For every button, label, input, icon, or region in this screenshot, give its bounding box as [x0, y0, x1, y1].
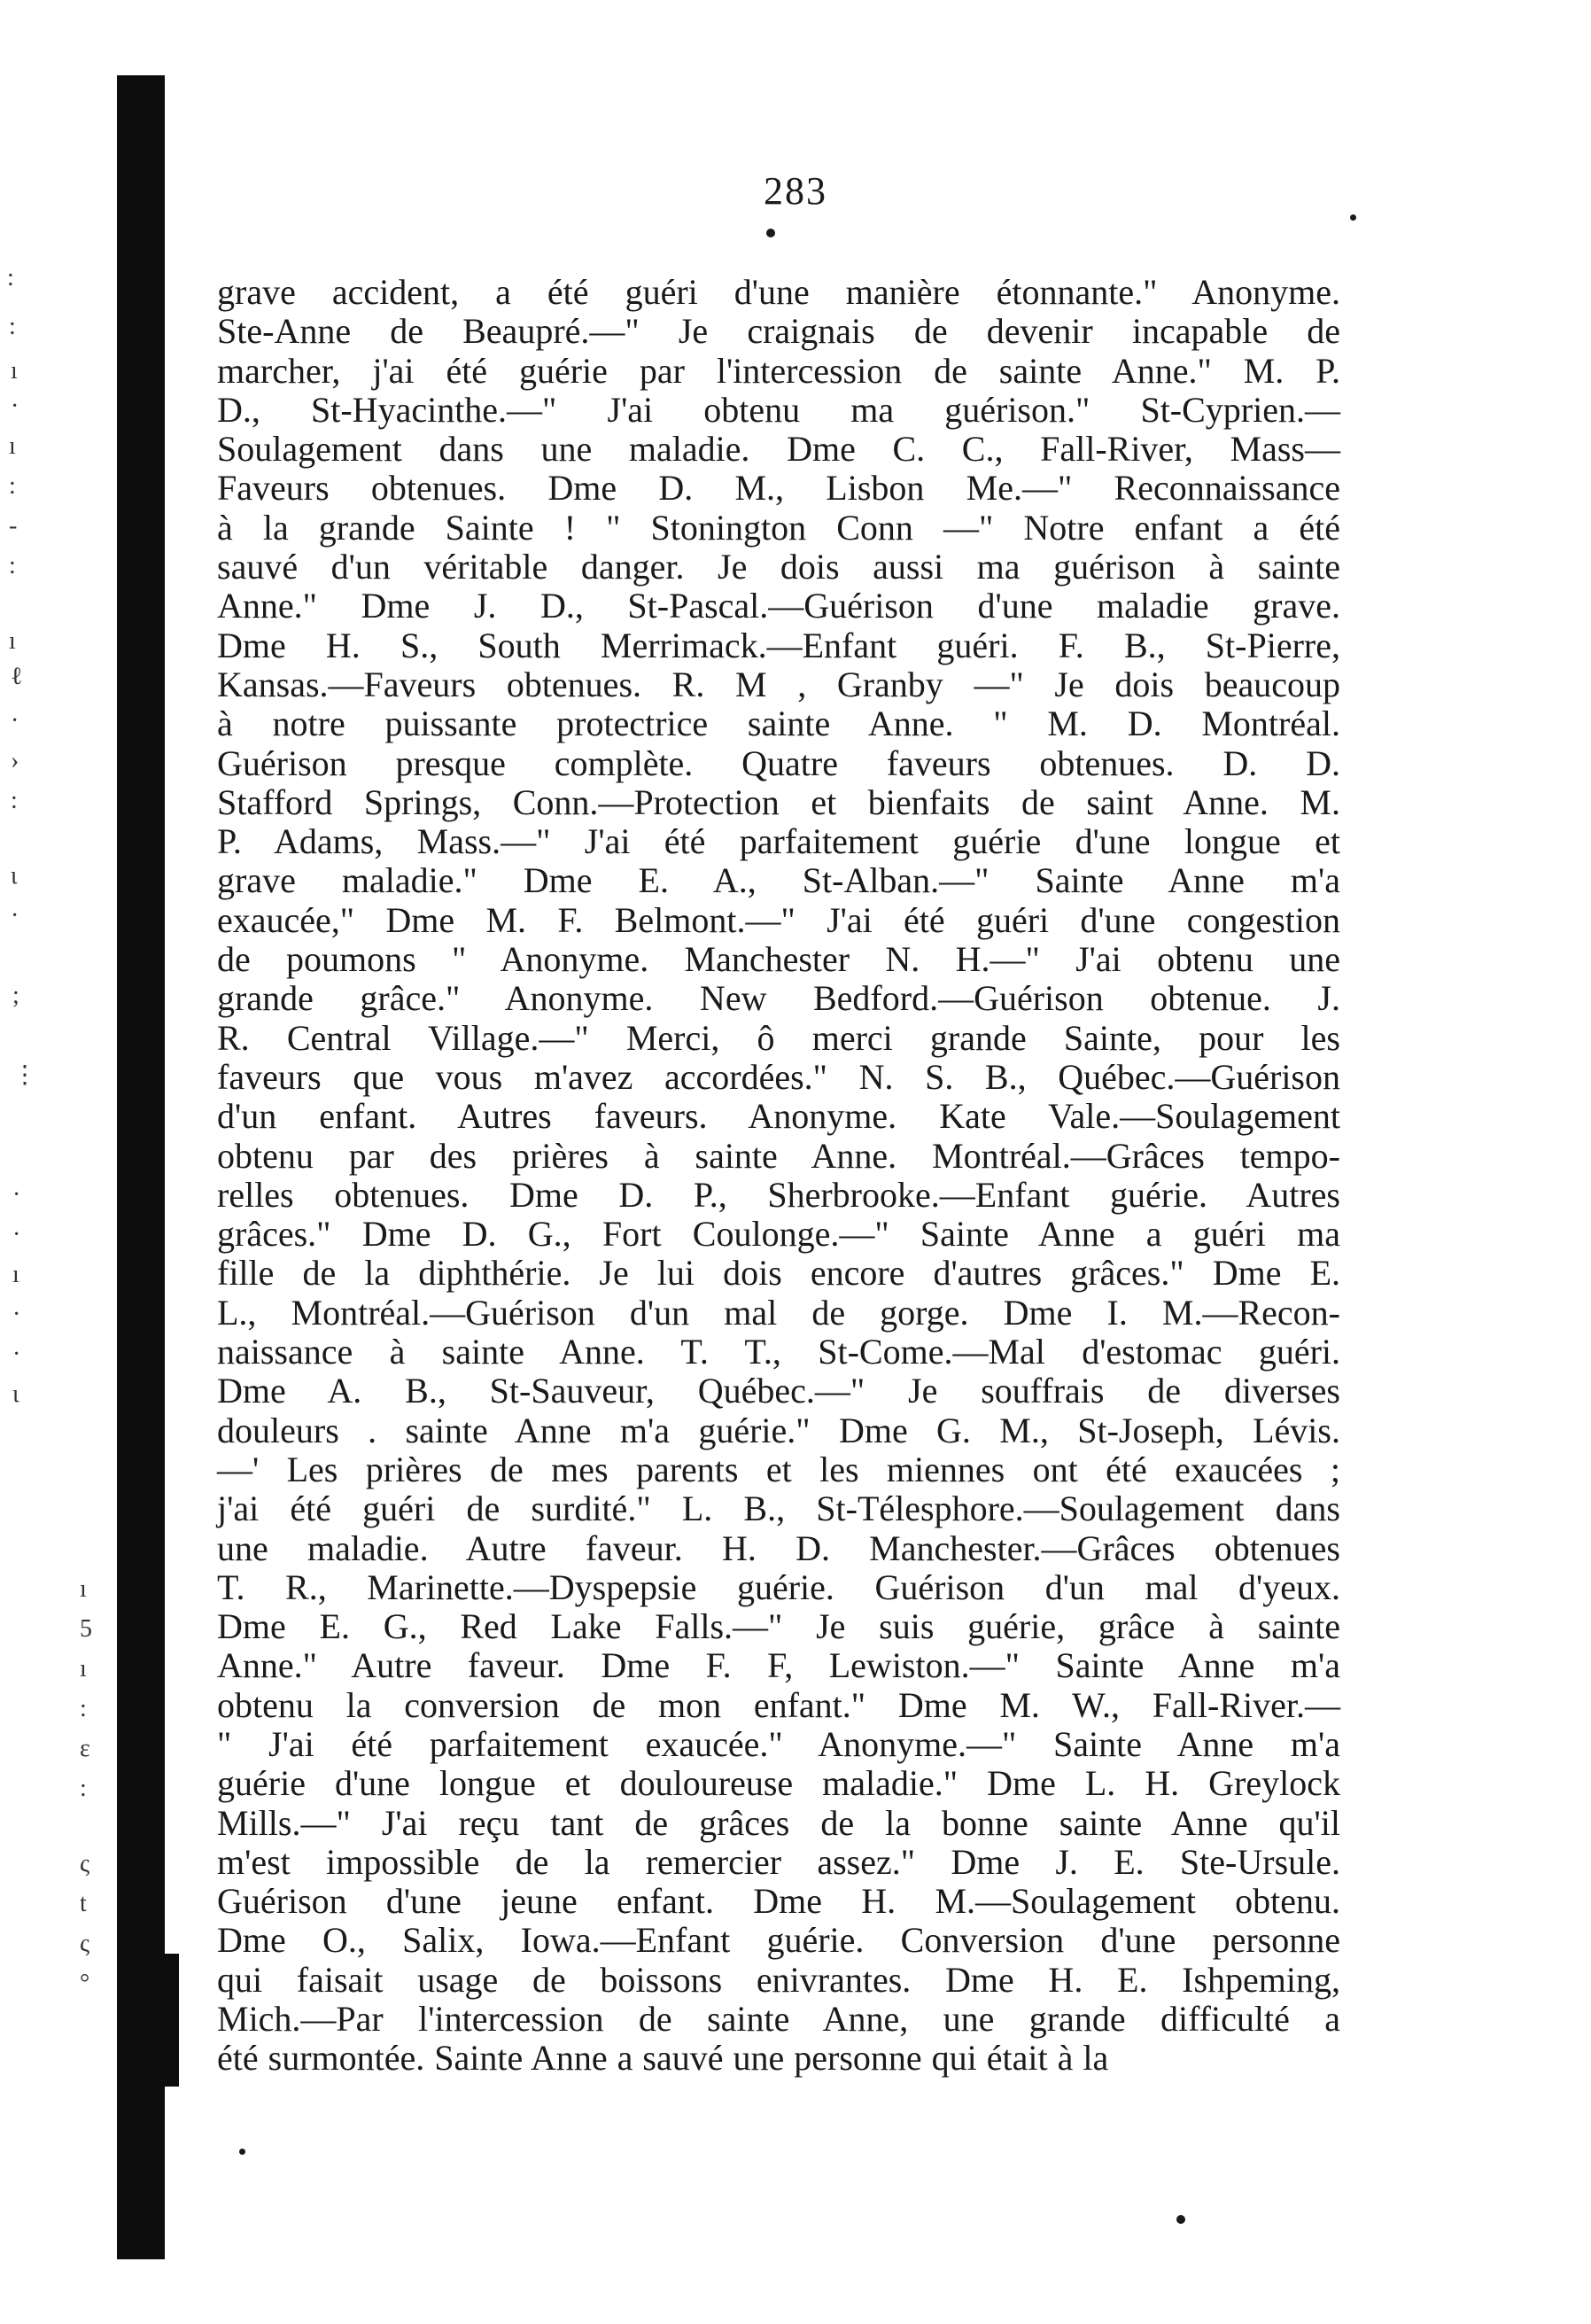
text-line: Guérison presque complète. Quatre faveurs obtenues. D. D. — [217, 742, 1340, 783]
left-margin-bleedthrough: : : ı · ı : - : ı ℓ · › : ι · ; ⋮ · · ı · · ι ı 5 ı : ε : ς t ς ° — [7, 264, 92, 1997]
text-line: de poumons " Anonyme. Manchester N. H.—" J'ai obtenu une — [217, 939, 1340, 980]
text-line: Dme E. G., Red Lake Falls.—" Je suis guérie, grâce à sainte — [217, 1606, 1340, 1647]
text-line: Ste-Anne de Beaupré.—" Je craignais de devenir incapable de — [217, 311, 1340, 352]
text-line: Stafford Springs, Conn.—Protection et bienfaits de saint Anne. M. — [217, 781, 1340, 822]
text-line: R. Central Village.—" Merci, ô merci grande Sainte, pour les — [217, 1017, 1340, 1058]
text-line: grâces." Dme D. G., Fort Coulonge.—" Sainte Anne a guéri ma — [217, 1214, 1340, 1255]
page-number: 283 — [764, 169, 827, 213]
text-line: grave maladie." Dme E. A., St-Alban.—" Sainte Anne m'a — [217, 860, 1340, 901]
text-line: guérie d'une longue et douloureuse maladie." Dme L. H. Greylock — [217, 1763, 1340, 1804]
text-line: d'un enfant. Autres faveurs. Anonyme. Kate Vale.—Soulagement — [217, 1096, 1340, 1137]
ink-dot-right — [1350, 214, 1356, 221]
text-line: —' Les prières de mes parents et les miennes ont été exaucées ; — [217, 1449, 1340, 1489]
text-line: Anne." Dme J. D., St-Pascal.—Guérison d'une maladie grave. — [217, 586, 1340, 626]
text-line: qui faisait usage de boissons enivrantes. Dme H. E. Ishpeming, — [217, 1959, 1340, 2000]
text-line: Dme O., Salix, Iowa.—Enfant guérie. Conversion d'une personne — [217, 1920, 1340, 1961]
text-line: Mich.—Par l'intercession de sainte Anne, une grande difficulté a — [217, 1999, 1340, 2040]
text-line: P. Adams, Mass.—" J'ai été parfaitement guérie d'une longue et — [217, 821, 1340, 862]
text-line: une maladie. Autre faveur. H. D. Manchester.—Grâces obtenues — [217, 1527, 1340, 1568]
text-line: obtenu par des prières à sainte Anne. Montréal.—Grâces tempo- — [217, 1135, 1340, 1176]
text-line: Dme H. S., South Merrimack.—Enfant guéri. F. B., St-Pierre, — [217, 625, 1340, 665]
ink-dot-low-left — [239, 2149, 245, 2155]
text-line: Kansas.—Faveurs obtenues. R. M , Granby —" Je dois beaucoup — [217, 664, 1340, 704]
text-line: Mills.—" J'ai reçu tant de grâces de la bonne sainte Anne qu'il — [217, 1802, 1340, 1843]
text-line: m'est impossible de la remercier assez." Dme J. E. Ste-Ursule. — [217, 1841, 1340, 1882]
ink-dot-bottom — [1176, 2215, 1185, 2224]
ink-dot-top — [766, 229, 775, 237]
text-line: j'ai été guéri de surdité." L. B., St-Télesphore.—Soulagement dans — [217, 1488, 1340, 1529]
text-line: Dme A. B., St-Sauveur, Québec.—" Je souffrais de diverses — [217, 1371, 1340, 1411]
book-binding-shadow — [117, 75, 165, 2259]
text-line: marcher, j'ai été guérie par l'intercession de sainte Anne." M. P. — [217, 350, 1340, 391]
text-line: relles obtenues. Dme D. P., Sherbrooke.—Enfant guérie. Autres — [217, 1174, 1340, 1215]
text-line: T. R., Marinette.—Dyspepsie guérie. Guérison d'un mal d'yeux. — [217, 1566, 1340, 1607]
text-line: à notre puissante protectrice sainte Anne. " M. D. Montréal. — [217, 703, 1340, 744]
text-line: " J'ai été parfaitement exaucée." Anonyme.—" Sainte Anne m'a — [217, 1723, 1340, 1764]
text-line: Guérison d'une jeune enfant. Dme H. M.—Soulagement obtenu. — [217, 1881, 1340, 1922]
binding-notch-shadow — [165, 1954, 179, 2087]
body-text — [217, 273, 1340, 2079]
text-line: été surmontée. Sainte Anne a sauvé une personne qui était à la — [217, 2038, 1109, 2079]
text-line: à la grande Sainte ! " Stonington Conn —" Notre enfant a été — [217, 507, 1340, 548]
text-line: faveurs que vous m'avez accordées." N. S. B., Québec.—Guérison — [217, 1056, 1340, 1097]
text-line: Soulagement dans une maladie. Dme C. C., Fall-River, Mass— — [217, 429, 1340, 470]
text-line: Anne." Autre faveur. Dme F. F, Lewiston.—" Sainte Anne m'a — [217, 1645, 1340, 1686]
text-line: L., Montréal.—Guérison d'un mal de gorge. Dme I. M.—Recon- — [217, 1292, 1340, 1333]
text-line: grave accident, a été guéri d'une manière étonnante." Anonyme. — [217, 272, 1340, 312]
text-line: grande grâce." Anonyme. New Bedford.—Guérison obtenue. J. — [217, 978, 1340, 1019]
text-line: exaucée," Dme M. F. Belmont.—" J'ai été guéri d'une congestion — [217, 899, 1340, 940]
text-line: sauvé d'un véritable danger. Je dois aussi ma guérison à sainte — [217, 547, 1340, 587]
text-line: Faveurs obtenues. Dme D. M., Lisbon Me.—" Reconnaissance — [217, 468, 1340, 509]
text-line: douleurs . sainte Anne m'a guérie." Dme G. M., St-Joseph, Lévis. — [217, 1410, 1340, 1450]
text-line: obtenu la conversion de mon enfant." Dme M. W., Fall-River.— — [217, 1684, 1340, 1725]
text-line: naissance à sainte Anne. T. T., St-Come.—Mal d'estomac guéri. — [217, 1332, 1340, 1372]
text-line: fille de la diphthérie. Je lui dois encore d'autres grâces." Dme E. — [217, 1253, 1340, 1294]
text-line: D., St-Hyacinthe.—" J'ai obtenu ma guérison." St-Cyprien.— — [217, 389, 1340, 430]
